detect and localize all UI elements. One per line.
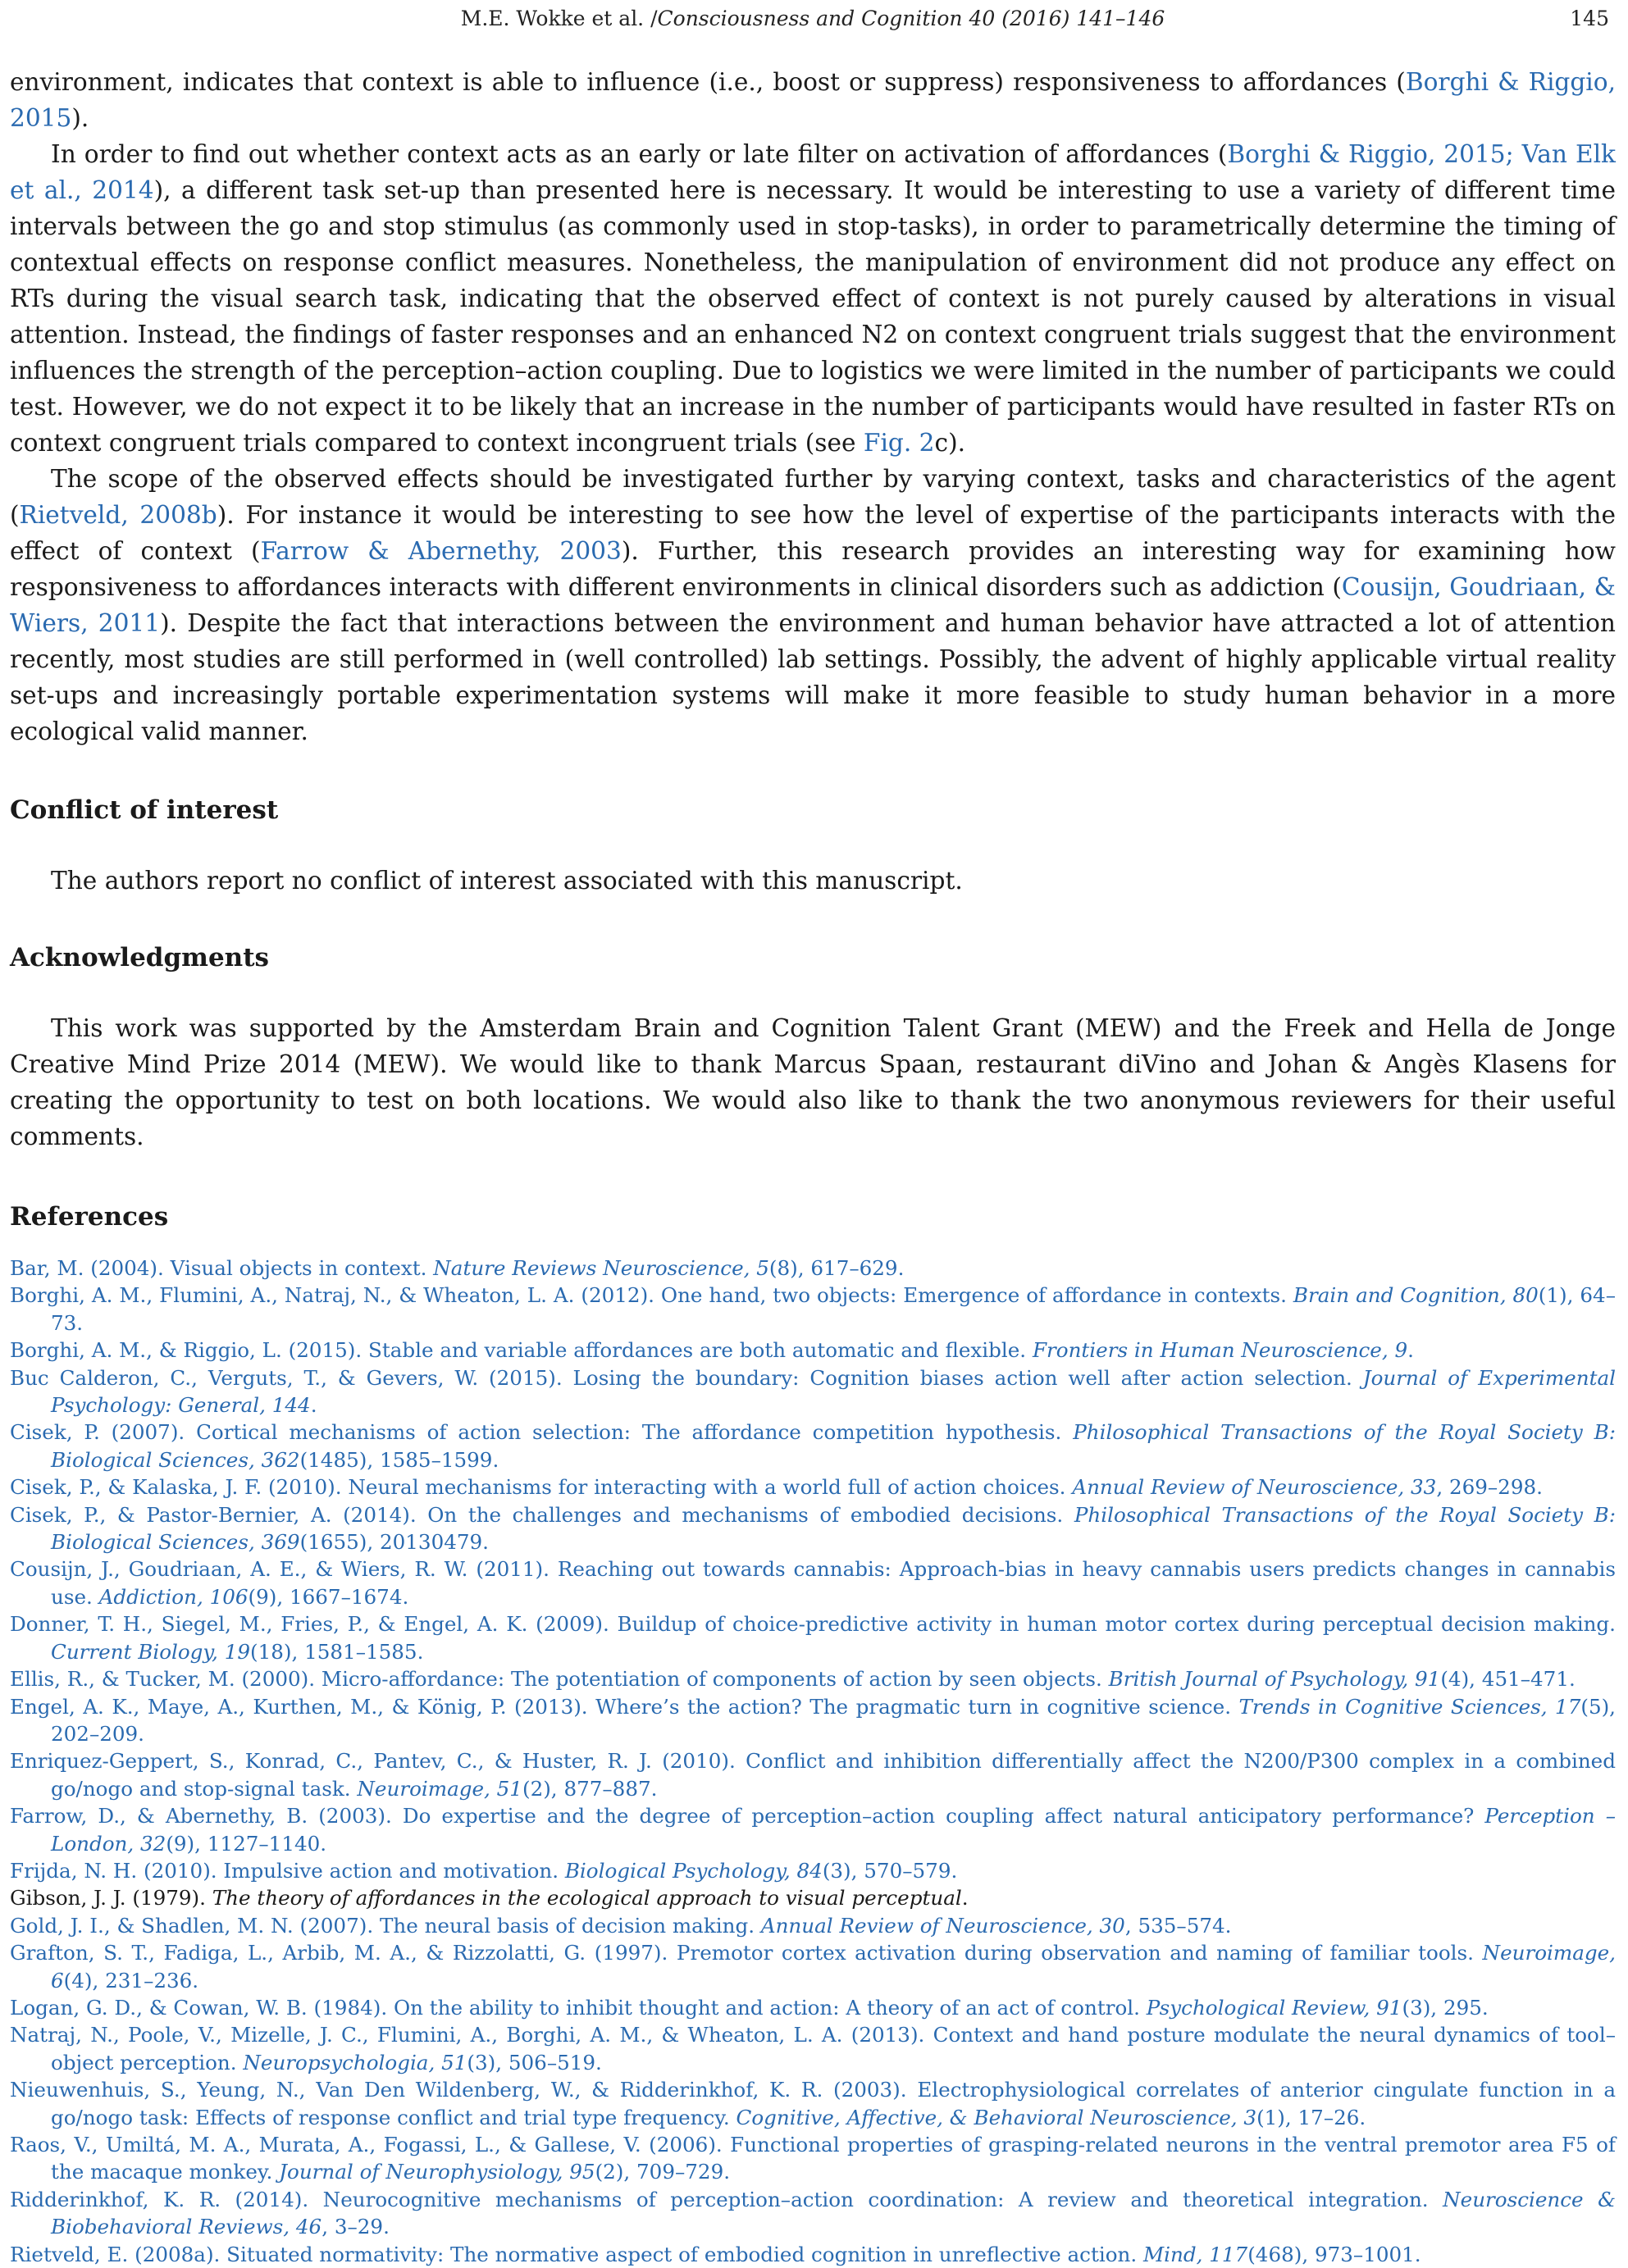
reference-text: Ellis, R., & Tucker, M. (2000). Micro-affordance: The potentiation of components of action by seen objects.: [10, 1667, 1109, 1692]
reference-item[interactable]: [10, 1939, 1616, 1994]
text-run: ). For instance it would be interesting to see how the level of expertise of the participants interacts with the effect of context (: [10, 501, 1616, 565]
reference-pages: (1), 17–26.: [1256, 2105, 1366, 2129]
reference-item[interactable]: [10, 1364, 1616, 1419]
reference-source: Frontiers in Human Neuroscience, 9: [1032, 1338, 1408, 1363]
text-run: ).: [71, 104, 89, 132]
reference-pages: .: [961, 1886, 969, 1910]
reference-text: Rietveld, E. (2008a). Situated normativity: The normative aspect of embodied cognition in unreflective action.: [10, 2242, 1143, 2266]
reference-text: Farrow, D., & Abernethy, B. (2003). Do expertise and the degree of perception–action coupling affect natural anticipatory performance?: [10, 1804, 1485, 1829]
text-run: ). Further, this research provides an interesting way for examining how responsiveness to affordances interacts with different environments in clinical disorders such as addiction (: [10, 537, 1616, 601]
reference-source: Philosophical Transactions of the Royal Society B: Biological Sciences, 369: [51, 1502, 1616, 1555]
reference-item[interactable]: [10, 1912, 1616, 1939]
figure-link[interactable]: Fig. 2: [863, 429, 935, 457]
reference-pages: , 3–29.: [321, 2215, 390, 2239]
reference-source: Psychological Review, 91: [1146, 1995, 1402, 2020]
conflict-of-interest-heading: Conflict of interest: [10, 795, 279, 825]
reference-source: Neuroimage, 51: [357, 1776, 522, 1801]
reference-source: Neuropsychologia, 51: [243, 2050, 467, 2074]
reference-text: Nieuwenhuis, S., Yeung, N., Van Den Wildenberg, W., & Ridderinkhof, K. R. (2003). Electrophysiological correlates of anterior cingulate function in a go/nogo task: Effects of response conflict and trial type frequency.: [10, 2078, 1616, 2129]
reference-text: Natraj, N., Poole, V., Mizelle, J. C., Flumini, A., Borghi, A. M., & Wheaton, L. A. (2013). Context and hand posture modulate the neural dynamics of tool–object perception.: [10, 2023, 1616, 2074]
running-head: [10, 0, 1616, 36]
acknowledgments-text: This work was supported by the Amsterdam Brain and Cognition Talent Grant (MEW) and the Freek and Hella de Jonge Creative Mind Prize 2014 (MEW). We would like to thank Marcus Spaan, restaurant diVino and Johan & Angès Klasens for creating the opportunity to test on both locations. We would also like to thank the two anonymous reviewers for their useful comments.: [10, 1014, 1616, 1150]
acknowledgments-heading: Acknowledgments: [10, 943, 269, 972]
reference-source: Journal of Neurophysiology, 95: [279, 2160, 595, 2184]
reference-item[interactable]: [10, 2131, 1616, 2186]
reference-source: Brain and Cognition, 80: [1293, 1283, 1539, 1308]
reference-source: Journal of Experimental Psychology: General, 144: [51, 1365, 1616, 1418]
reference-item[interactable]: [10, 2021, 1616, 2076]
reference-source: British Journal of Psychology, 91: [1108, 1667, 1441, 1692]
reference-item[interactable]: [10, 1802, 1616, 1857]
reference-text: Cisek, P., & Kalaska, J. F. (2010). Neural mechanisms for interacting with a world full of action choices.: [10, 1475, 1073, 1500]
reference-item: [10, 1884, 1616, 1911]
reference-text: Raos, V., Umiltá, M. A., Murata, A., Fogassi, L., & Gallese, V. (2006). Functional properties of grasping-related neurons in the ventral premotor area F5 of the macaque monkey.: [10, 2133, 1616, 2184]
reference-pages: (1655), 20130479.: [299, 1530, 489, 1555]
reference-pages: (9), 1667–1674.: [248, 1584, 409, 1609]
reference-source: Philosophical Transactions of the Royal Society B: Biological Sciences, 362: [51, 1420, 1616, 1472]
conflict-of-interest-section: [10, 863, 1616, 899]
paragraph-2: [10, 136, 1616, 461]
reference-pages: (18), 1581–1585.: [249, 1639, 424, 1664]
reference-source: Annual Review of Neuroscience, 33: [1072, 1475, 1437, 1500]
reference-item[interactable]: [10, 1473, 1616, 1501]
reference-pages: , 269–298.: [1436, 1475, 1543, 1500]
reference-pages: (4), 451–471.: [1440, 1667, 1576, 1692]
reference-item[interactable]: [10, 2186, 1616, 2241]
text-run: The scope of the observed effects should be investigated further by varying context, tasks and characteristics of the agent (: [10, 465, 1616, 529]
reference-text: Cousijn, J., Goudriaan, A. E., & Wiers, R. W. (2011). Reaching out towards cannabis: Approach-bias in heavy cannabis users predicts changes in cannabis use.: [10, 1557, 1616, 1609]
references-heading: References: [10, 1202, 169, 1232]
reference-source: Neuroscience & Biobehavioral Reviews, 46: [51, 2187, 1617, 2239]
reference-pages: (468), 973–1001.: [1247, 2242, 1421, 2266]
text-run: environment, indicates that context is able to influence (i.e., boost or suppress) responsiveness to affordances (: [10, 68, 1406, 96]
reference-pages: (9), 1127–1140.: [166, 1831, 327, 1856]
reference-text: Ridderinkhof, K. R. (2014). Neurocognitive mechanisms of perception–action coordination: A review and theoretical integration.: [10, 2187, 1443, 2211]
reference-item[interactable]: [10, 1282, 1616, 1337]
reference-item[interactable]: [10, 1337, 1616, 1364]
reference-text: Enriquez-Geppert, S., Konrad, C., Pantev, C., & Huster, R. J. (2010). Conflict and inhibition differentially affect the N200/P300 complex in a combined go/nogo and stop-signal task.: [10, 1749, 1616, 1801]
reference-item[interactable]: [10, 1255, 1616, 1282]
reference-pages: (1), 64–73.: [51, 1283, 1616, 1335]
journal-citation: [10, 7, 1616, 30]
reference-pages: (8), 617–629.: [768, 1256, 905, 1280]
citation-link[interactable]: Farrow & Abernethy, 2003: [260, 537, 622, 565]
reference-pages: .: [1407, 1338, 1414, 1363]
reference-text: Engel, A. K., Maye, A., Kurthen, M., & König, P. (2013). Where’s the action? The pragmatic turn in cognitive science.: [10, 1694, 1239, 1719]
reference-item[interactable]: [10, 1693, 1616, 1748]
reference-text: Logan, G. D., & Cowan, W. B. (1984). On the ability to inhibit thought and action: A theory of an act of control.: [10, 1995, 1147, 2020]
citation-link[interactable]: Borghi & Riggio, 2015; Van Elk et al., 2014: [10, 140, 1616, 204]
citation-link[interactable]: Borghi & Riggio, 2015: [10, 68, 1616, 132]
text-run: ). Despite the fact that interactions between the environment and human behavior have attracted a lot of attention recently, most studies are still performed in (well controlled) lab settings. Possibly, the advent of highly applicable virtual reality set-ups and increasingly portable experimentation systems will make it more feasible to study human behavior in a more ecological valid manner.: [10, 609, 1616, 745]
reference-item[interactable]: [10, 1501, 1616, 1556]
reference-text: Bar, M. (2004). Visual objects in context.: [10, 1256, 434, 1280]
page-number: 145: [1570, 7, 1609, 30]
reference-source: Addiction, 106: [98, 1584, 249, 1609]
reference-pages: (3), 506–519.: [467, 2050, 602, 2074]
reference-source: The theory of affordances in the ecological approach to visual perceptual: [212, 1886, 962, 1910]
reference-text: Gibson, J. J. (1979).: [10, 1886, 212, 1910]
reference-pages: (2), 877–887.: [522, 1776, 658, 1801]
discussion-text: [10, 64, 1616, 749]
reference-source: Nature Reviews Neuroscience, 5: [433, 1256, 769, 1280]
reference-item[interactable]: [10, 2076, 1616, 2131]
reference-source: Annual Review of Neuroscience, 30: [760, 1913, 1125, 1938]
reference-item[interactable]: [10, 1747, 1616, 1802]
reference-pages: (3), 570–579.: [822, 1858, 958, 1883]
reference-text: Frijda, N. H. (2010). Impulsive action and motivation.: [10, 1858, 565, 1883]
reference-source: Trends in Cognitive Sciences, 17: [1238, 1694, 1581, 1719]
reference-pages: (1485), 1585–1599.: [299, 1447, 499, 1472]
reference-item[interactable]: [10, 1994, 1616, 2021]
reference-source: Cognitive, Affective, & Behavioral Neuroscience, 3: [736, 2105, 1257, 2129]
reference-text: Borghi, A. M., & Riggio, L. (2015). Stable and variable affordances are both automatic and flexible.: [10, 1338, 1033, 1363]
reference-text: Grafton, S. T., Fadiga, L., Arbib, M. A., & Rizzolatti, G. (1997). Premotor cortex activation during observation and naming of familiar tools.: [10, 1941, 1483, 1965]
reference-pages: (3), 295.: [1402, 1995, 1489, 2020]
reference-item[interactable]: [10, 1857, 1616, 1884]
reference-text: Borghi, A. M., Flumini, A., Natraj, N., & Wheaton, L. A. (2012). One hand, two objects: Emergence of affordance in contexts.: [10, 1283, 1293, 1308]
reference-text: Buc Calderon, C., Verguts, T., & Gevers, W. (2015). Losing the boundary: Cognition biases action well after action selection.: [10, 1365, 1363, 1390]
reference-item[interactable]: [10, 2241, 1616, 2268]
citation-link[interactable]: Rietveld, 2008b: [19, 501, 217, 529]
reference-source: Current Biology, 19: [51, 1639, 250, 1664]
text-run: ), a different task set-up than presented here is necessary. It would be interesting to use a variety of different time intervals between the go and stop stimulus (as commonly used in stop-tasks), in order to parametrically determine the timing of contextual effects on response conflict measures. Nonetheless, the manipulation of environment did not produce any effect on RTs during the visual search task, indicating that the observed effect of context is not purely caused by alterations in visual attention. Instead, the findings of faster responses and an enhanced N2 on context congruent trials suggest that the environment influences the strength of the perception–action coupling. Due to logistics we were limited in the number of participants we could test. However, we do not expect it to be likely that an increase in the number of participants would have resulted in faster RTs on context congruent trials compared to context incongruent trials (see: [10, 176, 1616, 457]
citation-link[interactable]: Cousijn, Goudriaan, & Wiers, 2011: [10, 573, 1616, 637]
reference-text: Gold, J. I., & Shadlen, M. N. (2007). The neural basis of decision making.: [10, 1913, 761, 1938]
reference-item[interactable]: [10, 1419, 1616, 1473]
conflict-of-interest-text: The authors report no conflict of interest associated with this manuscript.: [51, 867, 963, 895]
reference-item[interactable]: [10, 1610, 1616, 1665]
reference-item[interactable]: [10, 1555, 1616, 1610]
journal-name: Consciousness and Cognition 40 (2016) 141–146: [657, 7, 1165, 30]
author-line: M.E. Wokke et al. /: [460, 7, 658, 30]
text-run: In order to find out whether context acts as an early or late filter on activation of affordances (: [51, 140, 1228, 168]
reference-pages: (2), 709–729.: [595, 2160, 731, 2184]
reference-source: Perception – London, 32: [51, 1804, 1616, 1856]
reference-source: Neuroimage, 6: [51, 1941, 1616, 1992]
reference-item[interactable]: [10, 1665, 1616, 1692]
reference-text: Cisek, P. (2007). Cortical mechanisms of action selection: The affordance competition hypothesis.: [10, 1420, 1074, 1445]
reference-pages: (5), 202–209.: [51, 1694, 1616, 1746]
reference-text: Cisek, P., & Pastor-Bernier, A. (2014). On the challenges and mechanisms of embodied decisions.: [10, 1502, 1074, 1527]
reference-source: Biological Psychology, 84: [564, 1858, 823, 1883]
acknowledgments-section: [10, 1010, 1616, 1154]
reference-text: Donner, T. H., Siegel, M., Fries, P., & Engel, A. K. (2009). Buildup of choice-predictive activity in human motor cortex during perceptual decision making.: [10, 1612, 1616, 1637]
reference-source: Mind, 117: [1142, 2242, 1248, 2266]
article-page: [10, 0, 1617, 2266]
paragraph-3: [10, 461, 1616, 749]
text-run: c).: [934, 429, 966, 457]
paragraph-1: [10, 64, 1616, 136]
reference-pages: , 535–574.: [1124, 1913, 1232, 1938]
reference-list: [10, 1255, 1616, 2268]
reference-pages: (4), 231–236.: [63, 1968, 199, 1992]
reference-pages: .: [310, 1393, 317, 1418]
